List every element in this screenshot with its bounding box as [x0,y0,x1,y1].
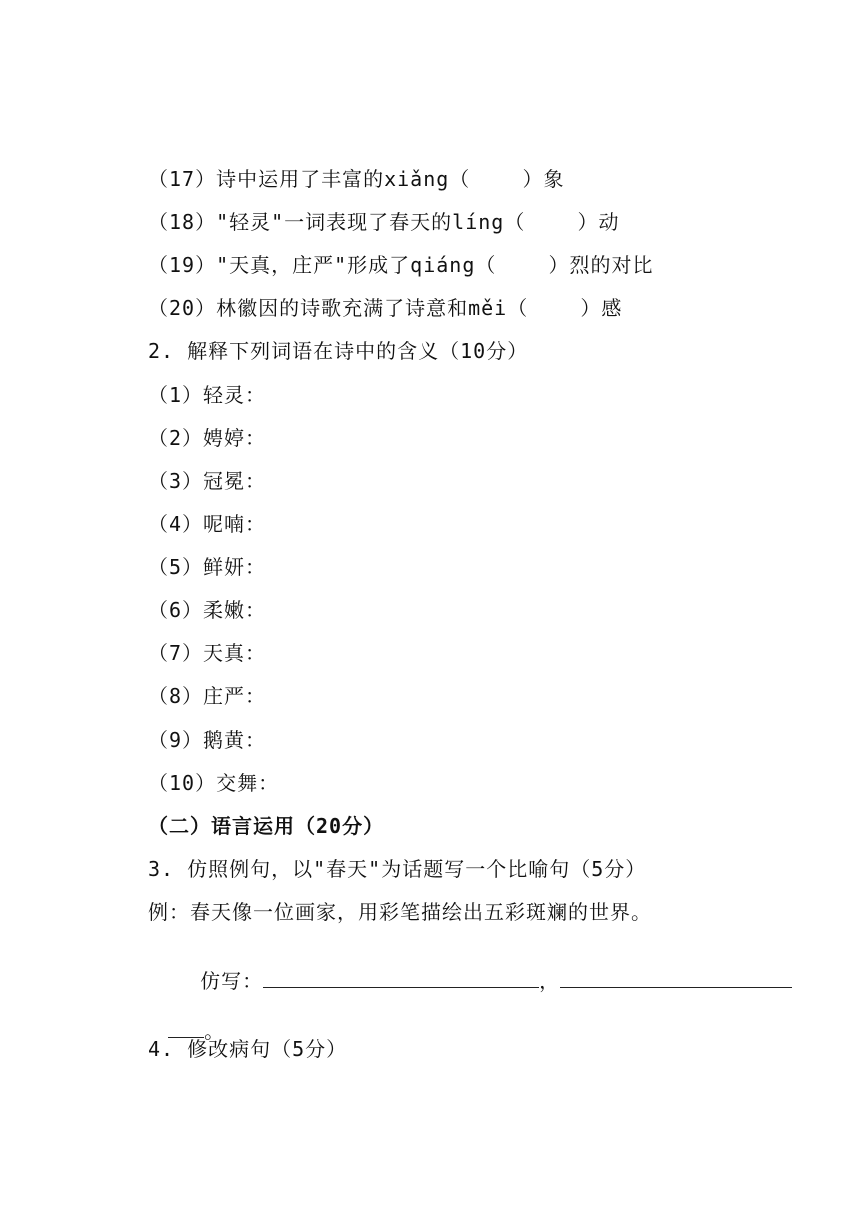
word-item-1: （1）轻灵： [148,383,267,407]
section-2-title: 2. 解释下列词语在诗中的含义（10分） [148,339,529,363]
word-item-4: （4）呢喃： [148,512,267,536]
imitate-end: 。 [204,1019,226,1043]
word-item-3: （3）冠冕： [148,469,267,493]
question-20: （20）林徽因的诗歌充满了诗意和měi（ ）感 [148,296,623,320]
word-item-6: （6）柔嫩： [148,598,267,622]
section-4-title: 4. 修改病句（5分） [148,1037,348,1061]
answer-blank-1[interactable] [263,969,539,988]
word-item-9: （9）鹅黄： [148,728,267,752]
word-item-8: （8）庄严： [148,684,267,708]
word-item-5: （5）鲜妍： [148,555,267,579]
question-19: （19）"天真，庄严"形成了qiáng（ ）烈的对比 [148,253,654,277]
imitate-line [148,942,792,1020]
imitate-label: 仿写： [200,969,264,993]
word-item-10: （10）交舞： [148,771,280,795]
word-item-7: （7）天真： [148,641,267,665]
answer-blank-2[interactable] [560,969,792,988]
question-17: （17）诗中运用了丰富的xiǎng（ ）象 [148,167,565,191]
part-2-heading: （二）语言运用（20分） [148,814,385,838]
section-3-title: 3. 仿照例句，以"春天"为话题写一个比喻句（5分） [148,857,647,881]
imitate-comma: ， [539,969,561,993]
example-sentence: 例：春天像一位画家，用彩笔描绘出五彩斑斓的世界。 [148,900,652,924]
word-item-2: （2）娉婷： [148,426,267,450]
question-18: （18）"轻灵"一词表现了春天的líng（ ）动 [148,210,620,234]
